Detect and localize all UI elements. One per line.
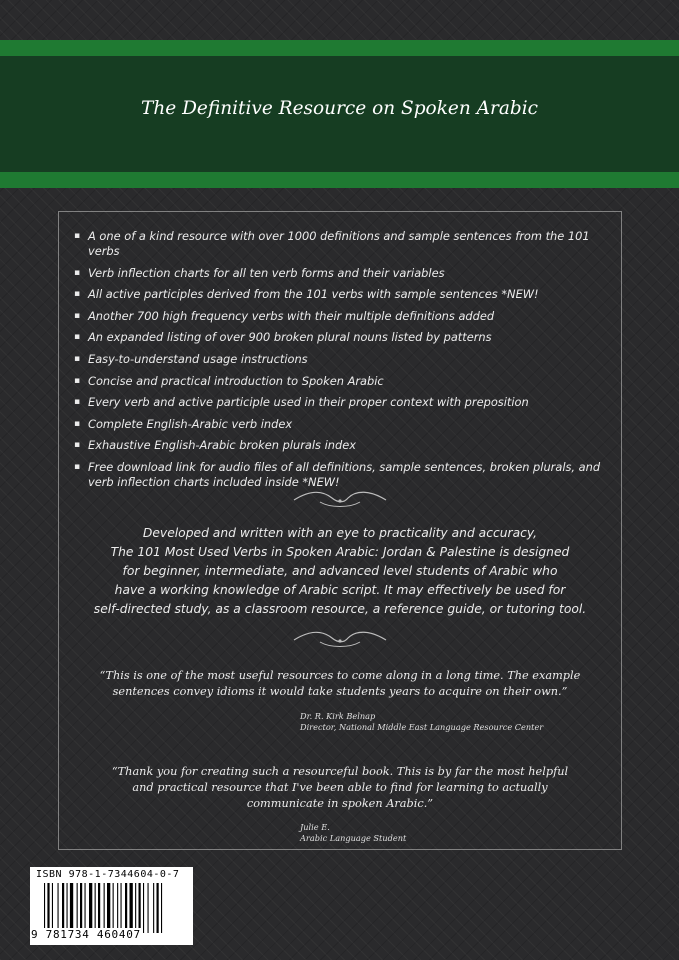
bullet-icon: ▪ — [74, 289, 81, 300]
bullet-icon: ▪ — [74, 418, 81, 429]
feature-item: ▪ Another 700 high frequency verbs with their multiple definitions added — [74, 308, 495, 323]
bullet-icon: ▪ — [74, 332, 81, 343]
feature-item: ▪ Verb inflection charts for all ten verb forms and their variables — [74, 265, 445, 280]
feature-item: ▪ Concise and practical introduction to Spoken Arabic — [74, 373, 384, 388]
flourish-icon — [290, 488, 390, 512]
bullet-icon: ▪ — [74, 461, 81, 472]
feature-item: ▪ Exhaustive English-Arabic broken plurals index — [74, 438, 356, 453]
flourish-icon — [290, 628, 390, 652]
bullet-icon: ▪ — [74, 231, 81, 241]
title-band — [0, 40, 679, 188]
testimonial-attribution: Julie E. Arabic Language Student — [300, 822, 407, 843]
feature-item: ▪ A one of a kind resource with over 1000 definitions and sample sentences from the 101 verbs — [74, 229, 590, 258]
feature-item: ▪ Easy-to-understand usage instructions — [74, 351, 308, 366]
intro-paragraph: Developed and written with an eye to practicality and accuracy, The 101 Most Used Verbs in Spoken Arabic: Jordan & Palestine is designed for beginner, intermediate, and advanced level students of Arabic who have a working knowledge of Arabic script. It may effectively be used for self-directed study, as a classroom resource, a reference guide, or tutoring tool. — [93, 526, 587, 616]
bullet-icon: ▪ — [74, 397, 81, 408]
testimonial-quote: “Thank you for creating such a resourceful book. This is by far the most helpful and practical resource that I've been able to find for learning to actually communicate in spoken Arabic.” — [111, 765, 569, 810]
bullet-icon: ▪ — [74, 440, 81, 451]
bullet-icon: ▪ — [74, 267, 81, 278]
feature-item: ▪ An expanded listing of over 900 broken plural nouns listed by patterns — [74, 330, 492, 345]
bullet-icon: ▪ — [74, 310, 81, 321]
feature-item: ▪ Every verb and active participle used in their proper context with preposition — [74, 395, 529, 410]
barcode-icon — [44, 883, 184, 933]
feature-item: ▪ Free download link for audio files of all definitions, sample sentences, broken plurals, and verb inflection charts included inside *NEW! — [74, 459, 601, 489]
testimonial-quote: “This is one of the most useful resources to come along in a long time. The example sentences convey idioms it would take students years to acquire on their own.” — [99, 669, 581, 698]
feature-item: ▪ Complete English-Arabic verb index — [74, 416, 293, 431]
isbn-label: ISBN 978-1-7344604-0-7 — [36, 869, 180, 880]
isbn-barcode-number: 9 781734 460407 — [31, 928, 141, 941]
band-bottom-stripe — [0, 172, 679, 188]
testimonial-attribution: Dr. R. Kirk Belnap Director, National Middle East Language Resource Center — [300, 711, 544, 732]
feature-item: ▪ All active participles derived from the 101 verbs with sample sentences *NEW! — [74, 287, 539, 302]
bullet-icon: ▪ — [74, 353, 81, 364]
tagline: The Definitive Resource on Spoken Arabic — [140, 98, 539, 119]
feature-list — [74, 229, 614, 497]
isbn-barcode-box — [30, 867, 193, 945]
band-top-stripe — [0, 40, 679, 56]
bullet-icon: ▪ — [74, 375, 81, 386]
